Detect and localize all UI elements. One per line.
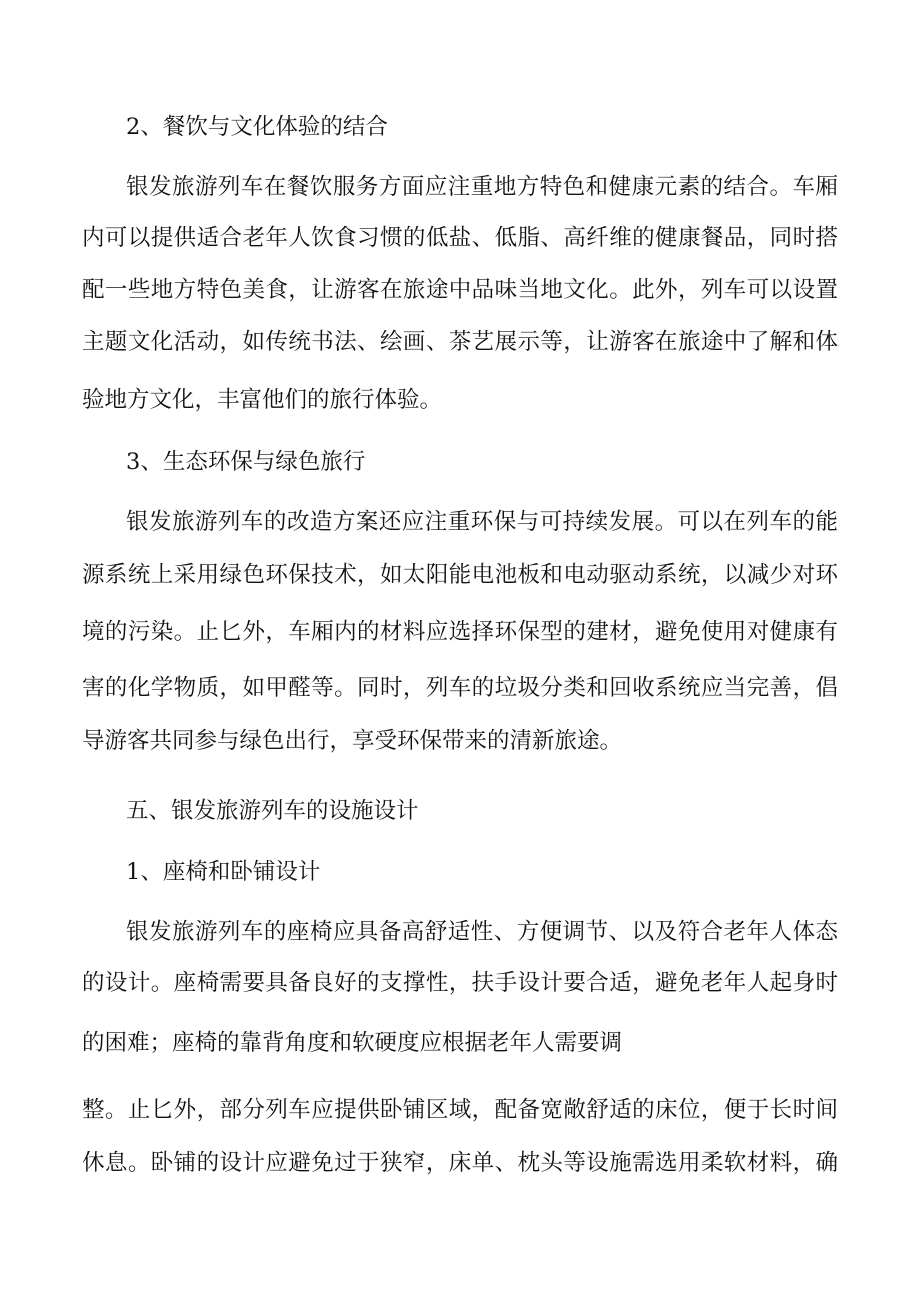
paragraph-line: 境的污染。止匕外，车厢内的材料应选择环保型的建材，避免使用对健康有: [82, 619, 838, 645]
paragraph-line: 害的化学物质，如甲醛等。同时，列车的垃圾分类和回收系统应当完善，倡: [82, 675, 838, 701]
paragraph-line: 导游客共同参与绿色出行，享受环保带来的清新旅途。: [82, 728, 623, 754]
paragraph-line: 银发旅游列车的改造方案还应注重环保与可持续发展。可以在列车的能: [126, 509, 838, 535]
paragraph-line: 银发旅游列车的座椅应具备高舒适性、方便调节、以及符合老年人体态: [126, 919, 838, 945]
section-heading-dining-culture: 2、餐饮与文化体验的结合: [126, 114, 388, 140]
paragraph-line: 验地方文化，丰富他们的旅行体验。: [82, 387, 443, 413]
paragraph-line: 整。止匕外，部分列车应提供卧铺区域，配备宽敞舒适的床位，便于长时间: [82, 1097, 838, 1123]
paragraph-line: 休息。卧铺的设计应避免过于狭窄，床单、枕头等设施需选用柔软材料，确: [82, 1150, 838, 1176]
section-heading-eco-travel: 3、生态环保与绿色旅行: [126, 449, 366, 475]
paragraph-line: 主题文化活动，如传统书法、绘画、茶艺展示等，让游客在旅途中了解和体: [82, 329, 838, 355]
paragraph-line: 配一些地方特色美食，让游客在旅途中品味当地文化。此外，列车可以设置: [82, 277, 838, 303]
chapter-heading-facilities: 五、银发旅游列车的设施设计: [126, 798, 419, 824]
section-heading-seats-berths: 1、座椅和卧铺设计: [126, 859, 321, 885]
paragraph-line: 的困难；座椅的靠背角度和软硬度应根据老年人需要调: [82, 1030, 623, 1056]
paragraph-line: 的设计。座椅需要具备良好的支撑性，扶手设计要合适，避免老年人起身时: [82, 970, 838, 996]
paragraph-line: 银发旅游列车在餐饮服务方面应注重地方特色和健康元素的结合。车厢: [126, 174, 838, 200]
paragraph-line: 源系统上采用绿色环保技术，如太阳能电池板和电动驱动系统，以减少对环: [82, 562, 838, 588]
paragraph-line: 内可以提供适合老年人饮食习惯的低盐、低脂、高纤维的健康餐品，同时搭: [82, 225, 838, 251]
